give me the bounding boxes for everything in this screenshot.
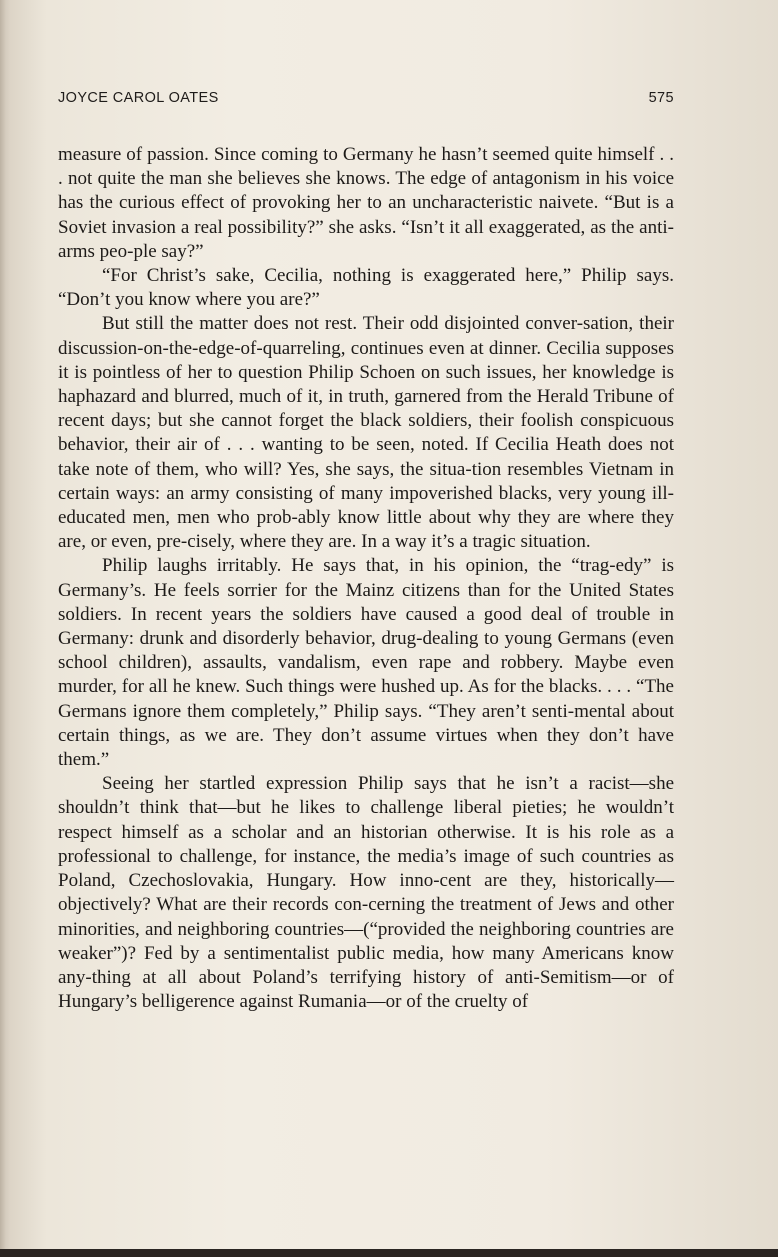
running-head-author: JOYCE CAROL OATES	[58, 90, 219, 106]
paragraph-5: Seeing her startled expression Philip says that he isn’t a racist—she shouldn’t think that—but he likes to challenge liberal pieties; he wouldn’t respect himself as a scholar and an historian otherwise. It is his role as a professional to challenge, for instance, the media’s image of such countries as Poland, Czechoslovakia, Hungary. How inno-cent are they, historically—objectively? What are their records con-cerning the treatment of Jews and other minorities, and neighboring countries—(“provided the neighboring countries are weaker”)? Fed by a sentimentalist public media, how many Americans know any-thing at all about Poland’s terrifying history of anti-Semitism—or of Hungary’s belligerence against Rumania—or of the cruelty of	[58, 773, 674, 1013]
paragraph-1: measure of passion. Since coming to Germany he hasn’t seemed quite himself . . . not quite the man she believes she knows. The edge of antagonism in his voice has the curious effect of provoking her to an uncharacteristic naivete. “But is a Soviet invasion a real possibility?” she asks. “Isn’t it all exaggerated, as the anti-arms peo-ple say?”	[58, 144, 674, 262]
paragraph-4: Philip laughs irritably. He says that, in his opinion, the “trag-edy” is Germany’s. He feels sorrier for the Mainz citizens than for the United States soldiers. In recent years the soldiers have caused a good deal of trouble in Germany: drunk and disorderly behavior, drug-dealing to young Germans (even school children), assaults, vandalism, even rape and robbery. Maybe even murder, for all he knew. Such things were hushed up. As for the blacks. . . . “The Germans ignore them completely,” Philip says. “They aren’t senti-mental about certain things, as we are. They don’t assume virtues when they don’t have them.”	[58, 555, 674, 771]
paragraph-2: “For Christ’s sake, Cecilia, nothing is exaggerated here,” Philip says. “Don’t you know where you are?”	[58, 265, 674, 311]
body-text	[58, 143, 674, 1014]
page-bottom-edge	[0, 1249, 778, 1257]
spine-shadow	[0, 0, 10, 1257]
paragraph-3: But still the matter does not rest. Their odd disjointed conver-sation, their discussion-on-the-edge-of-quarreling, continues even at dinner. Cecilia supposes it is pointless of her to question Philip Schoen on such issues, her knowledge is haphazard and blurred, much of it, in truth, garnered from the Herald Tribune of recent days; but she cannot forget the black soldiers, their foolish conspicuous behavior, their air of . . . wanting to be seen, noted. If Cecilia Heath does not take note of them, who will? Yes, she says, the situa-tion resembles Vietnam in certain ways: an army consisting of many impoverished blacks, very young ill-educated men, men who prob-ably know little about why they are where they are, or even, pre-cisely, where they are. In a way it’s a tragic situation.	[58, 313, 674, 553]
running-head	[58, 90, 674, 108]
page-number: 575	[648, 90, 674, 106]
